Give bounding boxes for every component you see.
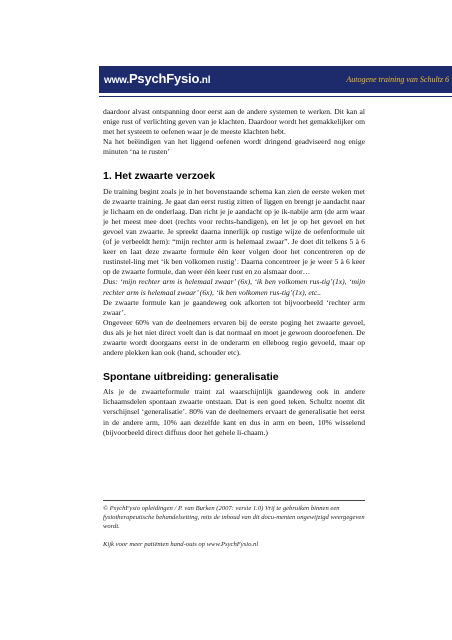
page-header xyxy=(99,66,452,93)
footer-copyright: © PsychFysio opleidingen / P. van Burken (2007: versie 1.0) Vrij te gebruiken binnen een fysiotherapeutische behandelsetting, mits de inhoud van dit docu-menten ongewijzigd weergegeven wordt. xyxy=(103,505,365,530)
footer-divider xyxy=(103,500,365,501)
section-2-paragraph-1: Als je de zwaarteformule traint zal waarschijnlijk gaandeweg ook in andere lichaamsdelen spontaan zwaarte ontstaan. Dat is een goed teken. Schultz noemt dit verschijnsel ‘generalisatie’. 80% van de deelnemers ervaart de generalisatie het eerst in de andere arm, 10% aan dezelfde kant en dus in arm en been, 10% wisselend (bijvoorbeeld direct diffuus door het gehele li-chaam.) xyxy=(103,387,365,437)
section-1-paragraph-1: De training begint zoals je in het bovenstaande schema kan zien de eerste weken met de zwaarte training. Je gaat dan eerst rustig zitten of liggen en brengt je aandacht naar je lichaam en de onderlaag. Dan richt je je aandacht op je ik-nabije arm (de arm waar je het meest mee doet (rechts voor rechts-handigen), en let je op het gevoel en het gevoel van zwaarte. Je spreekt daarna innerlijk op rustige wijze de oefenformule uit (of je verbeeldt hem): “mijn rechter arm is helemaal zwaar”. Je doet dit telkens 5 à 6 keer en laat deze zwaarte formule één keer volgen door het concentreren op de rustinstel-ling met ‘ik ben volkomen rustig’. Daarna concentreer je je weer 5 à 6 keer op de zwaarte formule, dan weer één keer rust en zo alsmaar door… xyxy=(103,186,365,277)
intro-paragraph-1: daardoor alvast ontspanning door eerst aan de andere systemen te werken. Dit kan al enige rust of verlichting geven van je klachten. Daardoor wordt het gemakkelijker om met het systeem te oefenen waar je de meeste klachten hebt. xyxy=(103,107,365,137)
section-1-example: Dus: ‘mijn rechter arm is helemaal zwaar’ (6x), ‘ik ben volkomen rus-tig’(1x), ‘mijn rechter arm is helemaal zwaar’ (6x), ‘ik ben volkomen rus-tig’(1x), etc.. xyxy=(103,277,365,297)
section-2-heading: Spontane uitbreiding: generalisatie xyxy=(103,371,279,384)
footer-website-link[interactable]: Kijk voor meer patiënten hand-outs op www.PsychFysio.nl xyxy=(103,541,259,549)
page-footer xyxy=(103,505,365,550)
document-body xyxy=(103,107,365,438)
header-divider xyxy=(99,96,452,97)
psychfysio-logo: www.PsychFysio.nl xyxy=(104,71,211,86)
section-1-paragraph-2: De zwaarte formule kan je gaandeweg ook afkorten tot bijvoorbeeld ‘rechter arm zwaar’. xyxy=(103,297,365,317)
section-1-paragraph-3: Ongeveer 60% van de deelnemers ervaren bij de eerste poging het zwaarte gevoel, dus als je het niet direct voelt dan is dat normaal en moet je gewoon dooroefenen. De zwaarte wordt doorgaans eerst in de onderarm en elleboog regio gevoeld, maar op andere plekken kan ook (hand, schouder etc). xyxy=(103,317,365,358)
section-1-heading: 1. Het zwaarte verzoek xyxy=(103,170,216,183)
header-subtitle: Autogene training van Schultz 6 xyxy=(346,75,449,84)
intro-paragraph-2: Na het beëindigen van het liggend oefenen wordt dringend geadviseerd nog enige minuten ‘na te rusten’ xyxy=(103,137,365,157)
